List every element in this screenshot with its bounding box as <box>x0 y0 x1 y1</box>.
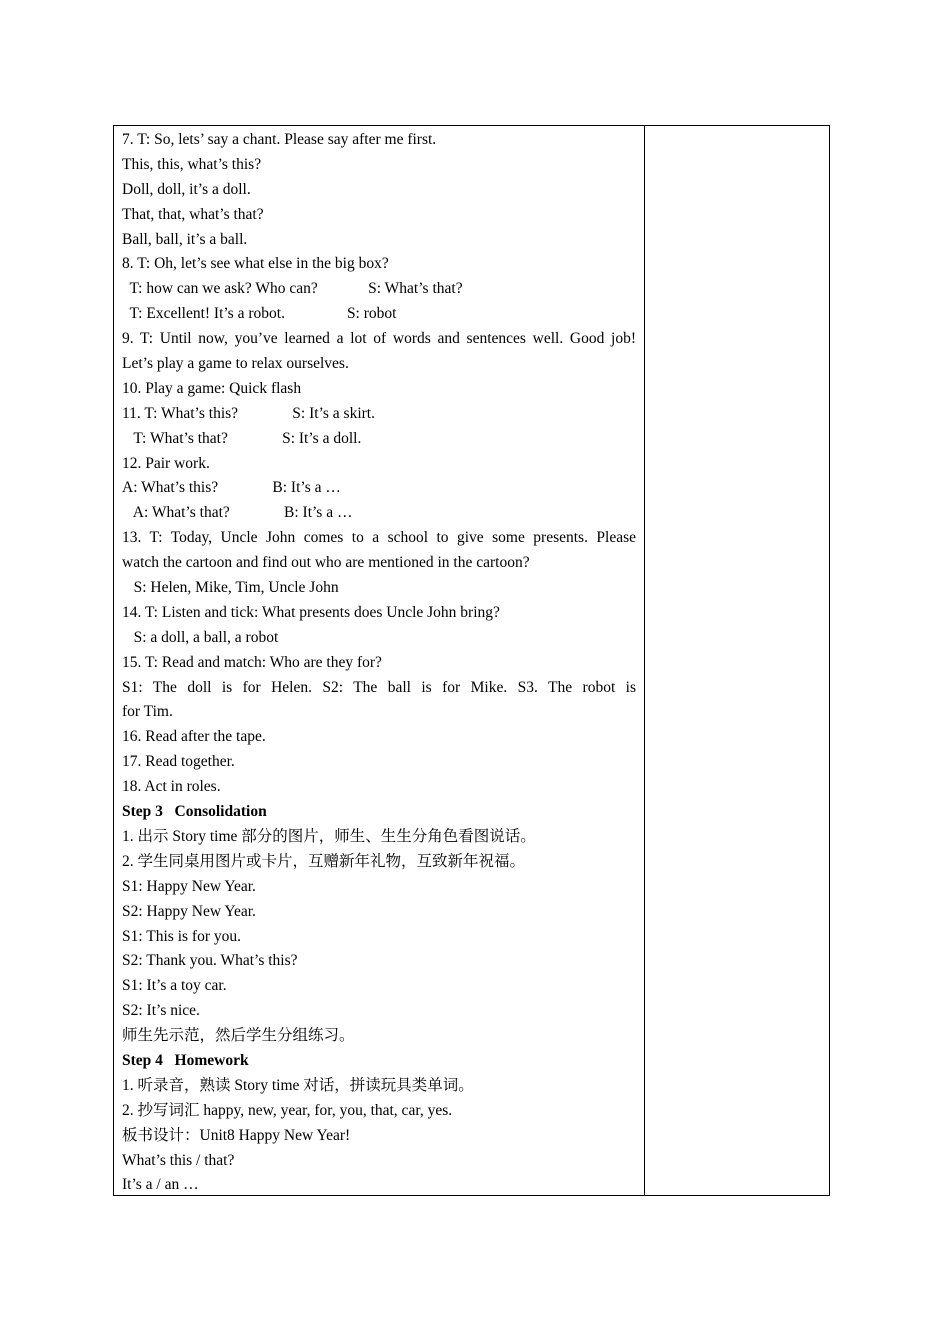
text-line: Ball, ball, it’s a ball. <box>122 230 248 248</box>
text-line: That, that, what’s that? <box>122 205 264 223</box>
text-line: Doll, doll, it’s a doll. <box>122 180 251 198</box>
text-line: S2: Happy New Year. <box>122 902 256 920</box>
text-line: S2: Thank you. What’s this? <box>122 952 298 970</box>
text-line: 7. T: So, lets’ say a chant. Please say after me first. <box>122 131 437 148</box>
text-line: What’s this / that? <box>122 1151 235 1169</box>
text-line: 板书设计：Unit8 Happy New Year! <box>122 1126 351 1144</box>
text-line: 2. 学生同桌用图片或卡片，互赠新年礼物，互致新年祝福。 <box>122 852 526 870</box>
text-line: It’s a / an … <box>122 1176 199 1194</box>
text-line: S: a doll, a ball, a robot <box>122 628 279 646</box>
lesson-content-cell <box>114 126 645 1195</box>
text-line: 12. Pair work. <box>122 454 210 472</box>
text-line: S2: It’s nice. <box>122 1002 200 1020</box>
text-line: S1: It’s a toy car. <box>122 977 227 995</box>
text-line: 15. T: Read and match: Who are they for? <box>122 653 382 671</box>
text-line: for Tim. <box>122 703 173 721</box>
text-line: 10. Play a game: Quick flash <box>122 379 302 397</box>
text-line: S1: This is for you. <box>122 927 241 945</box>
text-line: T: What’s that? S: It’s a doll. <box>122 429 362 447</box>
text-line: 师生先示范，然后学生分组练习。 <box>122 1027 355 1045</box>
text-line: watch the cartoon and find out who are mentioned in the cartoon? <box>122 554 530 572</box>
text-line: 14. T: Listen and tick: What presents does Uncle John bring? <box>122 603 500 621</box>
text-line: A: What’s that? B: It’s a … <box>122 504 353 522</box>
text-line: 1. 出示 Story time 部分的图片，师生、生生分角色看图说话。 <box>122 827 536 845</box>
text-line: 18. Act in roles. <box>122 778 221 796</box>
text-line: A: What’s this? B: It’s a … <box>122 479 341 497</box>
text-line: 17. Read together. <box>122 753 235 771</box>
text-line: 2. 抄写词汇 happy, new, year, for, you, that, car, yes. <box>122 1101 453 1119</box>
text-line: 11. T: What’s this? S: It’s a skirt. <box>122 404 375 422</box>
text-line: This, this, what’s this? <box>122 155 262 173</box>
step-heading: Step 4 Homework <box>122 1051 249 1069</box>
text-line: 9. T: Until now, you’ve learned a lot of words and sentences well. Good job! <box>122 330 636 348</box>
text-line: S: Helen, Mike, Tim, Uncle John <box>122 579 339 597</box>
text-line: T: Excellent! It’s a robot. S: robot <box>122 305 397 323</box>
step-heading: Step 3 Consolidation <box>122 803 267 821</box>
text-line: 8. T: Oh, let’s see what else in the big box? <box>122 255 389 273</box>
text-line: 16. Read after the tape. <box>122 728 266 746</box>
text-line: Let’s play a game to relax ourselves. <box>122 355 349 373</box>
notes-cell <box>645 126 829 1195</box>
text-line: T: how can we ask? Who can? S: What’s that? <box>122 280 463 298</box>
text-line: 13. T: Today, Uncle John comes to a school to give some presents. Please <box>122 529 636 547</box>
text-line: S1: Happy New Year. <box>122 877 256 895</box>
text-line: S1: The doll is for Helen. S2: The ball is for Mike. S3. The robot is <box>122 678 636 696</box>
text-line: 1. 听录音，熟读 Story time 对话，拼读玩具类单词。 <box>122 1076 474 1094</box>
lesson-table <box>113 125 830 1196</box>
